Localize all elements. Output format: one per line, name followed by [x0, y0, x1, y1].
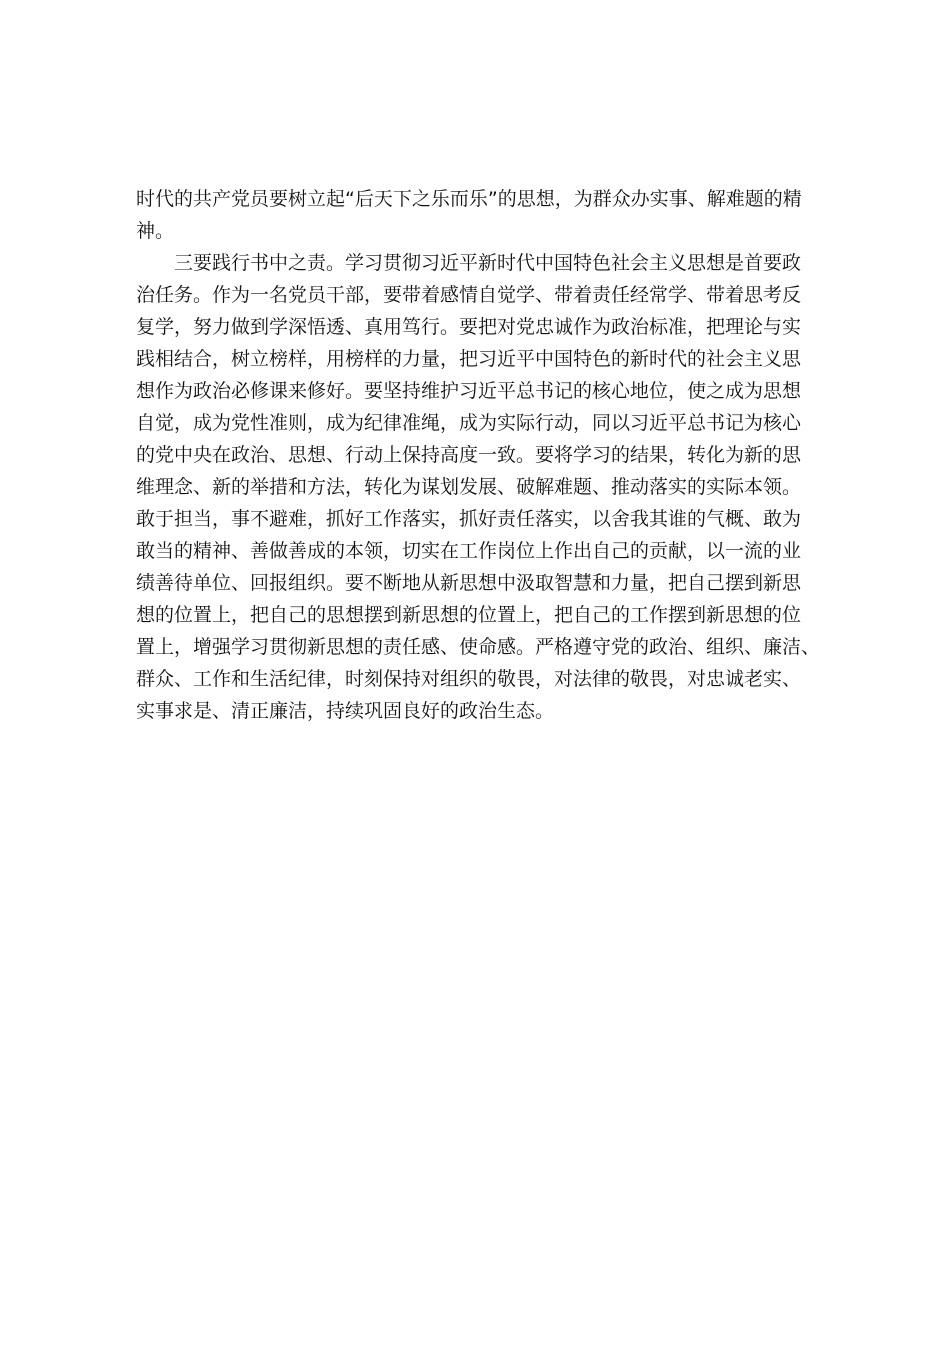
paragraph-line: 实事求是、清正廉洁，持续巩固良好的政治生态。: [136, 700, 555, 722]
paragraph-line: 维理念、新的举措和方法，转化为谋划发展、破解难题、推动落实的实际本领。: [136, 476, 802, 498]
paragraph-line: 的党中央在政治、思想、行动上保持高度一致。要将学习的结果，转化为新的思: [136, 444, 802, 466]
paragraph-line: 复学，努力做到学深悟透、真用笃行。要把对党忠诚作为政治标准，把理论与实: [136, 316, 802, 338]
paragraph-line: 绩善待单位、回报组织。要不断地从新思想中汲取智慧和力量，把自己摆到新思: [136, 572, 802, 594]
paragraph-line: 群众、工作和生活纪律，时刻保持对组织的敬畏，对法律的敬畏，对忠诚老实、: [136, 668, 802, 690]
paragraph-line: 置上，增强学习贯彻新思想的责任感、使命感。严格遵守党的政治、组织、廉洁、: [136, 636, 821, 658]
paragraph-line: 治任务。作为一名党员干部，要带着感情自觉学、带着责任经常学、带着思考反: [136, 284, 802, 306]
paragraph-line: 神。: [136, 220, 175, 242]
paragraph-line: 时代的共产党员要树立起“后天下之乐而乐”的思想，为群众办实事、解难题的精: [136, 188, 802, 210]
paragraph-line: 践相结合，树立榜样，用榜样的力量，把习近平中国特色的新时代的社会主义思: [136, 348, 802, 370]
paragraph-line: 敢当的精神、善做善成的本领，切实在工作岗位上作出自己的贡献，以一流的业: [136, 540, 802, 562]
paragraph-line: 敢于担当，事不避难，抓好工作落实，抓好责任落实，以舍我其谁的气概、敢为: [136, 508, 802, 530]
paragraph-line: 想作为政治必修课来修好。要坚持维护习近平总书记的核心地位，使之成为思想: [136, 380, 802, 402]
paragraph-line: 想的位置上，把自己的思想摆到新思想的位置上，把自己的工作摆到新思想的位: [136, 604, 802, 626]
paragraph-line: 自觉，成为党性准则，成为纪律准绳，成为实际行动，同以习近平总书记为核心: [136, 412, 802, 434]
paragraph-line: 三要践行书中之责。学习贯彻习近平新时代中国特色社会主义思想是首要政: [174, 252, 802, 274]
